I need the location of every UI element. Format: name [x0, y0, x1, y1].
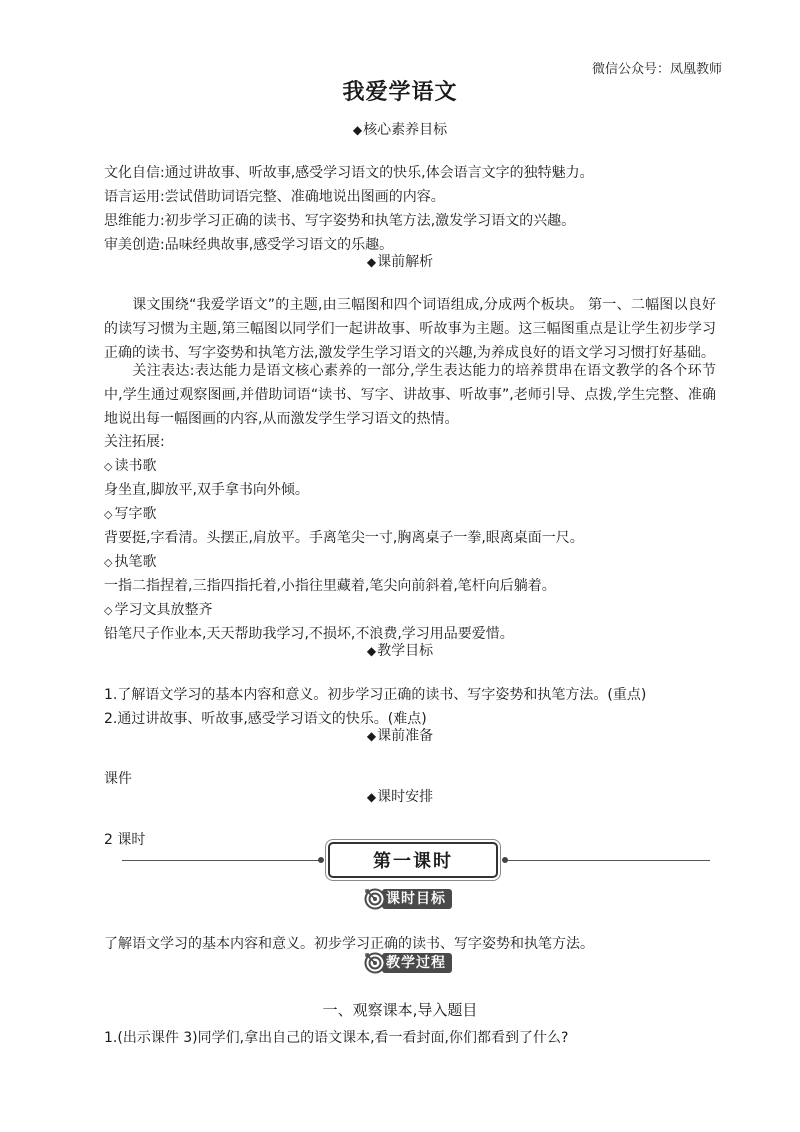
wechat-header: 微信公众号：凤凰教师	[591, 62, 722, 77]
banner-rule-right	[504, 860, 710, 861]
teaching-process-tag: 教学过程	[364, 952, 452, 974]
section-core-goals: ◆核心素养目标	[352, 122, 448, 138]
core-goal-language: 语言运用:尝试借助词语完整、准确地说出图画的内容。	[104, 189, 445, 205]
song-title-pen: ◇ 执笔歌	[104, 554, 157, 570]
song-title-reading: ◇ 读书歌	[104, 458, 157, 474]
banner-rule-left	[122, 860, 322, 861]
preparation-text: 课件	[104, 771, 132, 787]
lesson-goal-tag: 课时目标	[364, 888, 452, 910]
song-title-writing: ◇ 写字歌	[104, 506, 157, 522]
small-diamond-icon: ◇	[104, 460, 113, 473]
diamond-icon: ◆	[352, 123, 363, 137]
song-text-reading: 身坐直,脚放平,双手拿书向外倾。	[104, 482, 309, 498]
section-preparation: ◆课前准备	[366, 728, 434, 744]
analysis-paragraph-1: 课文围绕“我爱学语文”的主题,由三幅图和四个词语组成,分成两个板块。 第一、二幅图以良好的读写习惯为主题,第三幅图以同学们一起讲故事、听故事为主题。这三幅图重点是让学生初步学习正确的读书、写字姿势和执笔方法,激发学生学习语文的兴趣,为养成良好的语文学习习惯打好基础。	[104, 297, 716, 361]
core-goal-culture: 文化自信:通过讲故事、听故事,感受学习语文的快乐,体会语言文字的独特魅力。	[104, 165, 594, 181]
song-text-stationery: 铅笔尺子作业本,天天帮助我学习,不损坏,不浪费,学习用品要爱惜。	[104, 626, 514, 642]
target-arrow-icon	[364, 952, 386, 974]
section-schedule: ◆课时安排	[366, 789, 434, 805]
song-title-stationery: ◇ 学习文具放整齐	[104, 602, 213, 618]
step-1-text: 1.(出示课件 3)同学们,拿出自己的语文课本,看一看封面,你们都看到了什么?	[104, 1030, 569, 1046]
teaching-goal-1: 1.了解语文学习的基本内容和意义。初步学习正确的读书、写字姿势和执笔方法。(重点)	[104, 687, 647, 703]
diamond-icon: ◆	[366, 790, 377, 804]
song-text-pen: 一指二指捏着,三指四指托着,小指往里藏着,笔尖向前斜着,笔杆向后躺着。	[104, 578, 556, 594]
step-1-heading: 一、观察课本,导入题目	[322, 1001, 478, 1019]
lesson-banner: 第一课时	[328, 842, 498, 878]
teaching-goal-2: 2.通过讲故事、听故事,感受学习语文的快乐。(难点)	[104, 711, 427, 727]
target-arrow-icon	[364, 888, 386, 910]
diamond-icon: ◆	[366, 729, 377, 743]
small-diamond-icon: ◇	[104, 556, 113, 569]
banner-dot-right	[502, 857, 508, 863]
page-title: 我爱学语文	[342, 80, 458, 105]
schedule-text: 2 课时	[104, 832, 146, 848]
diamond-icon: ◆	[366, 255, 377, 269]
core-goal-thinking: 思维能力:初步学习正确的读书、写字姿势和执笔方法,激发学习语文的兴趣。	[104, 213, 576, 229]
small-diamond-icon: ◇	[104, 604, 113, 617]
banner-dot-left	[318, 857, 324, 863]
analysis-paragraph-2: 关注表达:表达能力是语文核心素养的一部分,学生表达能力的培养贯串在语文教学的各个环节中,学生通过观察图画,并借助词语“读书、写字、讲故事、听故事”,老师引导、点拨,学生完整、准确地说出每一幅图画的内容,从而激发学生学习语文的热情。	[104, 363, 716, 427]
song-text-writing: 背要挺,字看清。头摆正,肩放平。手离笔尖一寸,胸离桌子一拳,眼离桌面一尺。	[104, 530, 584, 546]
diamond-icon: ◆	[366, 644, 377, 658]
section-teaching-goals: ◆教学目标	[366, 643, 434, 659]
lesson-goal-text: 了解语文学习的基本内容和意义。初步学习正确的读书、写字姿势和执笔方法。	[104, 936, 594, 952]
extension-label: 关注拓展:	[104, 434, 165, 450]
core-goal-aesthetic: 审美创造:品味经典故事,感受学习语文的乐趣。	[104, 237, 394, 253]
section-pre-analysis: ◆课前解析	[366, 254, 434, 270]
small-diamond-icon: ◇	[104, 508, 113, 521]
